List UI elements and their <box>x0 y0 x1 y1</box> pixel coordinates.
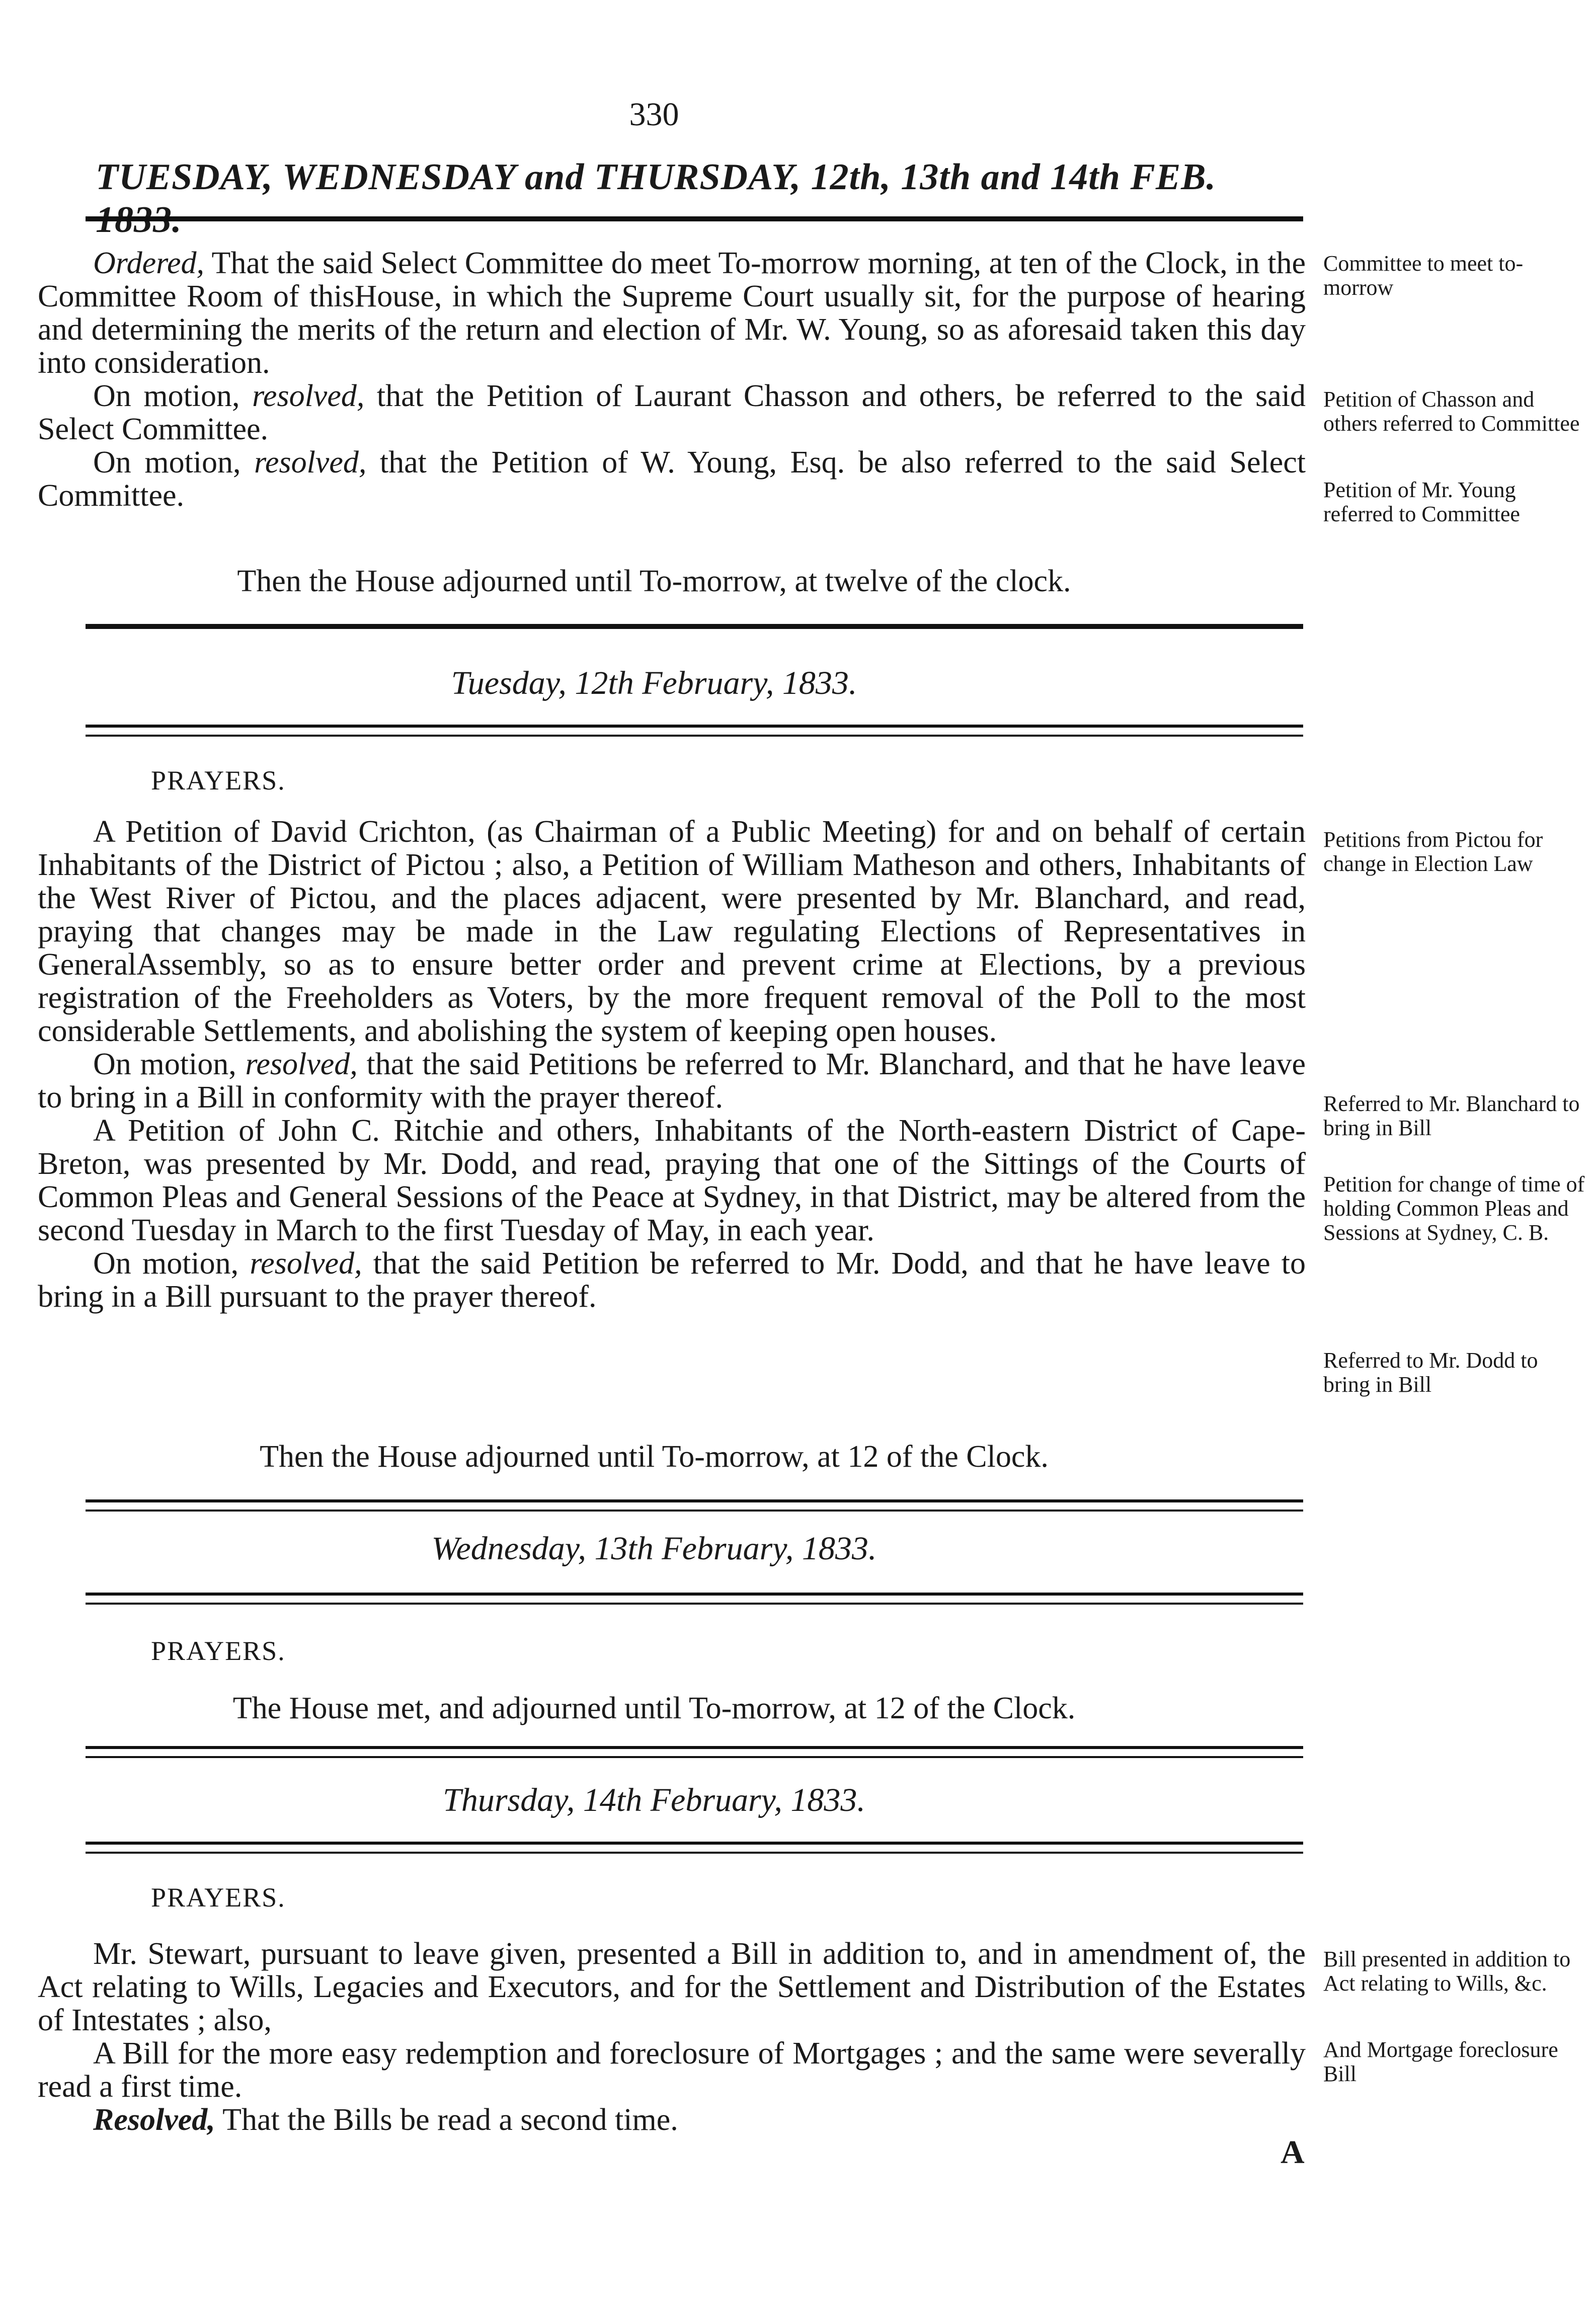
margin-note: Referred to Mr. Dodd to bring in Bill <box>1323 1348 1538 1397</box>
section-rule-2 <box>86 1499 1303 1512</box>
section-rule-1 <box>86 624 1303 629</box>
page-number: 330 <box>629 96 679 133</box>
paragraph-mortgage-bill: A Bill for the more easy redemption and foreclosure of Mortgages ; and the same were severally read a first time. <box>38 2036 1306 2104</box>
date-heading-tuesday: Tuesday, 12th February, 1833. <box>451 665 857 701</box>
section-rule-3 <box>86 1746 1303 1758</box>
date-heading-wednesday: Wednesday, 13th February, 1833. <box>431 1530 877 1567</box>
wednesday-text: The House met, and adjourned until To-morrow, at 12 of the Clock. <box>232 1691 1076 1725</box>
margin-note: Committee to meet to-morrow <box>1323 251 1524 300</box>
date-heading-thursday: Thursday, 14th February, 1833. <box>443 1782 865 1818</box>
tuesday-section <box>38 815 1306 1313</box>
top-section <box>38 247 1306 512</box>
date-rule-tuesday <box>86 725 1303 737</box>
date-rule-thursday <box>86 1842 1303 1854</box>
running-title: TUESDAY, WEDNESDAY and THURSDAY, 12th, 13th and 14th FEB. 1833. <box>96 156 1217 241</box>
paragraph-ordered: Ordered, That the said Select Committee do meet To-morrow morning, at ten of the Clock, in the Committee Room of thisHouse, in which the Supreme Court usually sit, for the purpose of hearing and determining the merits of the return and election of Mr. W. Young, so as aforesaid taken this day into consideration. <box>38 246 1306 380</box>
catchword: A <box>1281 2134 1305 2171</box>
paragraph-young-motion: On motion, resolved, that the Petition of W. Young, Esq. be also referred to the said Select Committee. <box>38 445 1306 513</box>
thursday-section <box>38 1937 1306 2136</box>
paragraph-stewart-bill: Mr. Stewart, pursuant to leave given, presented a Bill in addition to, and in amendment of, the Act relating to Wills, Legacies and Executors, and for the Settlement and Distribution of the Estates of Intestates ; also, <box>38 1937 1306 2037</box>
prayers-tuesday: PRAYERS. <box>151 765 286 796</box>
prayers-thursday: PRAYERS. <box>151 1882 286 1913</box>
header-rule <box>86 216 1303 221</box>
paragraph-ritchie-petition: A Petition of John C. Ritchie and others, Inhabitants of the North-eastern District of Cape-Breton, was presented by Mr. Dodd, and read, praying that one of the Sittings of the Courts of Common Pleas and General Sessions of the Peace at Sydney, in that District, may be altered from the second Tuesday in March to the first Tuesday of May, in each year. <box>38 1114 1306 1247</box>
prayers-wednesday: PRAYERS. <box>151 1636 286 1666</box>
lead-ordered: Ordered, <box>93 246 204 280</box>
margin-note: Bill presented in addition to Act relating to Wills, &c. <box>1323 1947 1571 1996</box>
adjournment-line-2: Then the House adjourned until To-morrow, at 12 of the Clock. <box>260 1440 1049 1474</box>
margin-note: Petition of Chasson and others referred to Committee <box>1323 387 1580 436</box>
paragraph-chasson-motion: On motion, resolved, that the Petition of Laurant Chasson and others, be referred to the said Select Committee. <box>38 379 1306 446</box>
margin-note: Petition of Mr. Young referred to Committee <box>1323 478 1520 526</box>
date-rule-wednesday <box>86 1593 1303 1605</box>
margin-note: Referred to Mr. Blanchard to bring in Bill <box>1323 1091 1580 1140</box>
margin-note: Petitions from Pictou for change in Election Law <box>1323 827 1543 876</box>
margin-note: Petition for change of time of holding Common Pleas and Sessions at Sydney, C. B. <box>1323 1172 1585 1245</box>
paragraph-crichton-petition: A Petition of David Crichton, (as Chairman of a Public Meeting) for and on behalf of certain Inhabitants of the District of Pictou ; also, a Petition of William Matheson and others, Inhabitants of the West River of Pictou, and the places adjacent, were presented by Mr. Blanchard, and read, praying that changes may be made in the Law regulating Elections of Representatives in GeneralAssembly, so as to ensure better order and prevent crime at Elections, by a previous registration of the Freeholders as Voters, by the more frequent removal of the Poll to the most considerable Settlements, and abolishing the system of keeping open houses. <box>38 815 1306 1048</box>
paragraph-blanchard-motion: On motion, resolved, that the said Petitions be referred to Mr. Blanchard, and that he have leave to bring in a Bill in conformity with the prayer thereof. <box>38 1047 1306 1115</box>
adjournment-line-1: Then the House adjourned until To-morrow, at twelve of the clock. <box>237 564 1071 598</box>
margin-note: And Mortgage foreclosure Bill <box>1323 2037 1558 2086</box>
paragraph-resolved-second-reading: Resolved, That the Bills be read a second time. <box>93 2103 678 2137</box>
paragraph-dodd-motion: On motion, resolved, that the said Petition be referred to Mr. Dodd, and that he have leave to bring in a Bill pursuant to the prayer thereof. <box>38 1246 1306 1314</box>
